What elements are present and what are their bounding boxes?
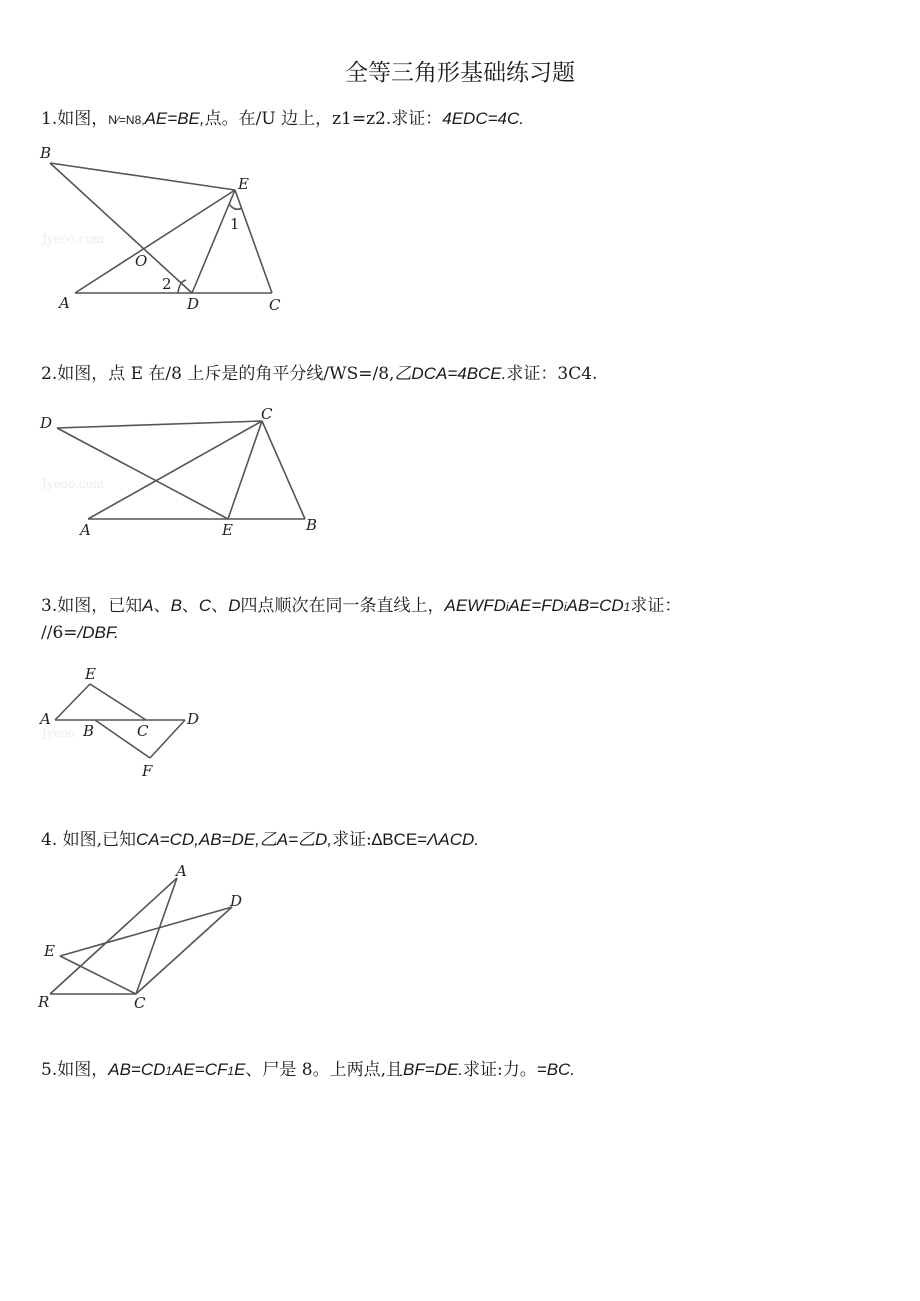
q4-text-part: ∆BCE= xyxy=(371,830,428,849)
label-e: E xyxy=(238,175,249,193)
svg-text:Jyeoo.com: Jyeoo.com xyxy=(42,477,105,491)
segment-ed xyxy=(60,907,232,956)
label-e: E xyxy=(44,942,55,960)
q3-text-part: 1 xyxy=(623,600,631,614)
q4-text-part: 4. 如图,已知 xyxy=(41,830,137,850)
q3-text-part: 四点顺次在同一条直线上， xyxy=(240,596,445,616)
q3-text-part: //6= xyxy=(41,623,78,643)
q5-text-part: =BC. xyxy=(536,1060,576,1079)
q5-text-part: 5.如图， xyxy=(41,1060,109,1080)
label-b: B xyxy=(306,516,318,534)
q3-text-part: AEWFD xyxy=(444,596,506,615)
q4-text-part: ΛACD. xyxy=(427,830,480,849)
q2-text-part: 乙DCA=4BCE. xyxy=(394,364,507,383)
label-a: A xyxy=(176,862,187,880)
q1-text-part: 点。在/U 边上，z1=z2.求证： xyxy=(204,109,443,129)
segment-ac xyxy=(136,878,177,994)
page-title: 全等三角形基础练习题 xyxy=(345,60,575,86)
q5-text-part: 1 xyxy=(227,1064,235,1078)
q3-text-part: 、 xyxy=(211,596,229,616)
label-e: E xyxy=(85,665,96,683)
q3-text-part: 、 xyxy=(181,596,199,616)
q3-text-part: AB=CD xyxy=(566,596,624,615)
q4-text-part: CA=CD,AB=DE,乙A=乙D, xyxy=(136,830,333,849)
q1-text-part: 4EDC=4C. xyxy=(442,109,524,128)
svg-text:Jyeoo.com: Jyeoo.com xyxy=(42,232,105,246)
q5-text-part: 1 xyxy=(165,1064,173,1078)
label-a: A xyxy=(80,521,91,539)
q3-text-part: i xyxy=(563,600,567,614)
q5-text-part: AB=CD xyxy=(108,1060,166,1079)
label-d: D xyxy=(187,295,200,313)
label-b: R xyxy=(38,993,50,1011)
q1-text-part: AE=BE, xyxy=(144,109,205,128)
label-f: F xyxy=(142,762,153,780)
q5-text-part: AE=CF xyxy=(172,1060,228,1079)
q3-text-part: D xyxy=(228,596,241,615)
label-o: O xyxy=(135,252,148,270)
label-e: E xyxy=(222,521,233,539)
q1-text-part: N∕=N8, xyxy=(108,113,145,127)
q5-text-part: 、尸是 8。上两点,且 xyxy=(245,1060,404,1080)
label-b: B xyxy=(83,722,95,740)
q3-text-part: i xyxy=(505,600,509,614)
label-b: B xyxy=(40,144,52,162)
svg-text:Jyeoo: Jyeoo xyxy=(42,726,76,740)
q3-text-part: /DBF. xyxy=(77,623,119,642)
label-c: C xyxy=(269,296,281,314)
q2-text-part: 2.如图，点 E 在/8 上斥是的角平分线/WS=/8, xyxy=(41,364,395,384)
q3-text-part: A xyxy=(142,596,154,615)
label-d: D xyxy=(40,414,53,432)
q3-text-part: AE=FD xyxy=(508,596,564,615)
question-5-text xyxy=(41,1056,880,1085)
q5-text-part: BF=DE. xyxy=(403,1060,464,1079)
label-angle-1: 1 xyxy=(230,215,240,233)
label-angle-2: 2 xyxy=(162,275,172,293)
q3-text-part: 3.如图，已知 xyxy=(41,596,143,616)
label-d: D xyxy=(230,892,243,910)
label-c: C xyxy=(137,722,149,740)
segment-ba xyxy=(50,878,177,994)
q3-text-part: 、 xyxy=(153,596,171,616)
q3-text-part: B xyxy=(170,596,182,615)
q3-text-part: 求证： xyxy=(630,596,682,616)
q1-text-part: 1.如图， xyxy=(41,109,109,129)
q5-text-part: E xyxy=(234,1060,246,1079)
q2-text-part: 求证：3C4. xyxy=(506,364,598,384)
q5-text-part: 求证:力。 xyxy=(463,1060,537,1080)
label-c: C xyxy=(261,405,273,423)
label-a: A xyxy=(40,710,51,728)
label-d: D xyxy=(187,710,200,728)
q4-text-part: 求证: xyxy=(332,830,372,850)
q3-text-part: C xyxy=(198,596,212,615)
label-c: C xyxy=(134,994,146,1012)
label-a: A xyxy=(59,294,70,312)
